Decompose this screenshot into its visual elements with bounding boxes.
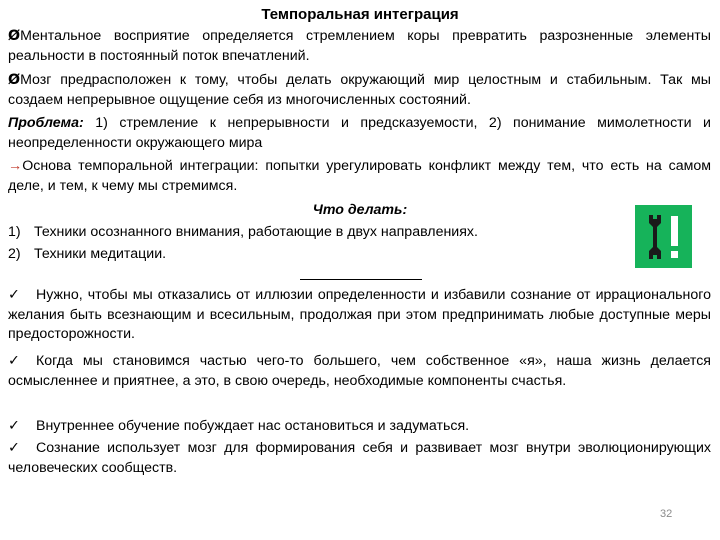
check-item [8, 439, 711, 478]
list-text: Техники осознанного внимания, работающие в двух направлениях. [34, 224, 478, 240]
check-text: Внутреннее обучение побуждает нас остановиться и задуматься. [36, 418, 470, 434]
list-item [8, 221, 608, 243]
paragraph-brain-text: Мозг предрасположен к тому, чтобы делать окружающий мир целостным и стабильным. Так мы создаем непрерывное ощущение себя из многочисленных состояний. [8, 72, 711, 108]
check-item [8, 286, 711, 345]
problem-label: Проблема: [8, 115, 84, 131]
check-item [8, 352, 711, 391]
check-text: Сознание использует мозг для формирования себя и развивает мозг внутри эволюционирующих человеческих сообществ. [8, 440, 711, 476]
wrench-exclamation-icon [635, 205, 692, 268]
checkmark-icon: ✓ [8, 353, 20, 369]
list-item [8, 243, 608, 265]
check-text: Нужно, чтобы мы отказались от иллюзии определенности и избавили сознание от иррационального желания быть всезнающим и всесильным, продолжая при этом предпринимать любые доступные меры предосторожности. [8, 287, 711, 342]
list-text: Техники медитации. [34, 246, 167, 262]
checkmark-icon: ✓ [8, 418, 20, 434]
page-number: 32 [660, 508, 673, 520]
todo-heading: Что делать: [312, 202, 408, 218]
checkmark-icon: ✓ [8, 440, 20, 456]
list-number: 2) [8, 246, 21, 262]
paragraph-perception [8, 27, 711, 66]
problem-text: 1) стремление к непрерывности и предсказуемости, 2) понимание мимолетности и неопределенности окружающего мира [8, 115, 711, 151]
check-item [8, 417, 711, 437]
divider-line [300, 279, 422, 280]
arrow-bullet-icon: Ø [8, 72, 21, 88]
check-text: Когда мы становимся частью чего-то большего, чем собственное «я», наша жизнь делается осмысленнее и приятнее, а это, в свою очередь, необходимые компоненты счастья. [8, 353, 711, 389]
paragraph-basis-text: Основа темпоральной интеграции: попытки урегулировать конфликт между тем, что есть на самом деле, и тем, к чему мы стремимся. [8, 158, 711, 194]
slide-title: Темпоральная интеграция [261, 6, 459, 23]
paragraph-brain [8, 71, 711, 110]
list-number: 1) [8, 224, 21, 240]
paragraph-problem [8, 114, 711, 153]
paragraph-basis [8, 157, 711, 196]
technique-list [8, 221, 608, 265]
arrow-bullet-icon: Ø [8, 28, 21, 44]
checkmark-icon: ✓ [8, 287, 20, 303]
right-arrow-icon: → [8, 158, 23, 174]
paragraph-perception-text: Ментальное восприятие определяется стремлением коры превратить разрозненные элементы реальности в постоянный поток впечатлений. [8, 28, 711, 64]
